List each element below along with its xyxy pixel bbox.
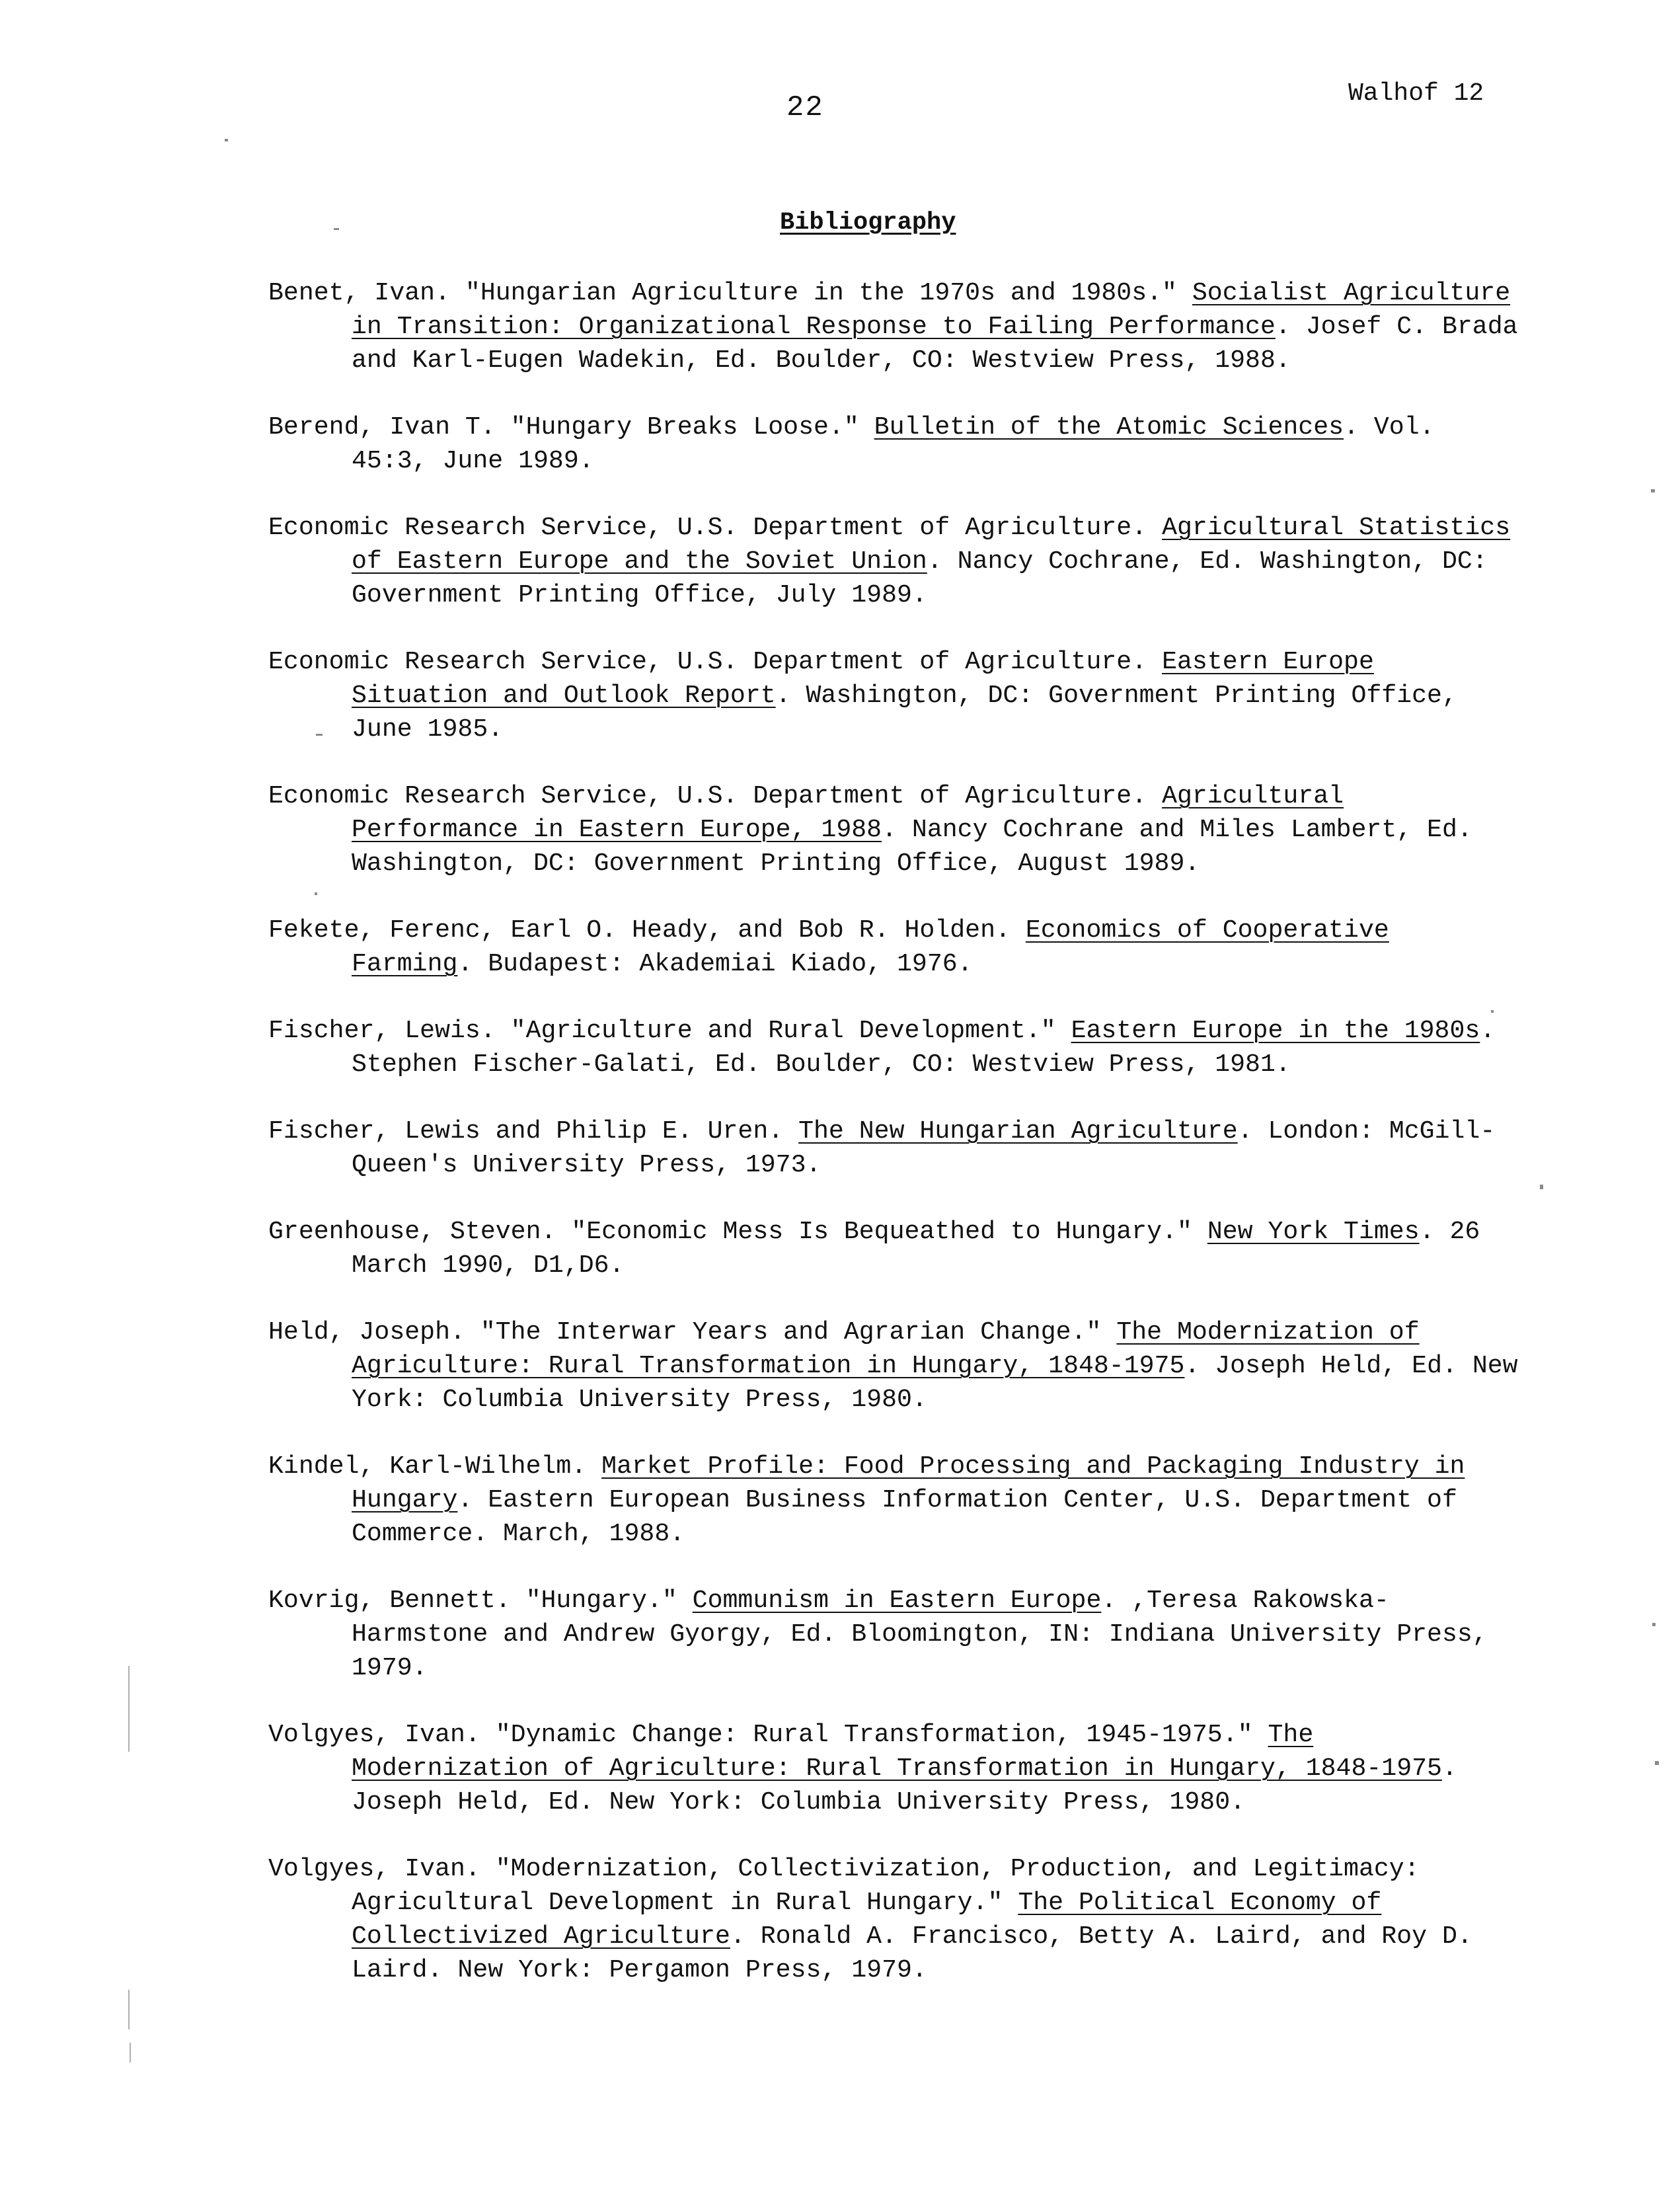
entry-title: Economics of Cooperative Farming [352, 916, 1389, 978]
bibliography-entry [268, 1852, 1524, 1987]
entry-publication: . London: McGill-Queen's University Press, 1973. [352, 1117, 1496, 1179]
entry-author-article: Volgyes, Ivan. "Modernization, Collectivization, Production, and Legitimacy: Agricultural Development in Rural Hungary." [268, 1855, 1420, 1917]
bibliography-entry [268, 1215, 1524, 1282]
entry-title: Socialist Agriculture in Transition: Organizational Response to Failing Performance [352, 279, 1511, 341]
entry-author-article: Fischer, Lewis. "Agriculture and Rural Development." [268, 1017, 1071, 1045]
entry-title: The New Hungarian Agriculture [798, 1117, 1238, 1146]
bibliography-list [268, 276, 1524, 2020]
scan-margin-line [128, 1990, 130, 2029]
entry-title: Eastern Europe in the 1980s [1071, 1017, 1480, 1045]
scan-speck [1491, 1010, 1494, 1013]
entry-author-article: Kovrig, Bennett. "Hungary." [268, 1587, 693, 1615]
entry-publication: . Ronald A. Francisco, Betty A. Laird, and Roy D. Laird. New York: Pergamon Press, 1979. [352, 1922, 1472, 1984]
bibliography-entry [268, 1315, 1524, 1417]
bibliography-entry [268, 1014, 1524, 1081]
entry-title: The Political Economy of Collectivized Agriculture [352, 1889, 1382, 1951]
entry-author-article: Fischer, Lewis and Philip E. Uren. [268, 1117, 799, 1146]
entry-title: Communism in Eastern Europe [692, 1587, 1102, 1615]
bibliography-heading: Bibliography [780, 209, 956, 237]
entry-publication: . Budapest: Akademiai Kiado, 1976. [457, 950, 973, 978]
entry-author-article: Benet, Ivan. "Hungarian Agriculture in the 1970s and 1980s." [268, 279, 1192, 307]
scan-speck [225, 139, 228, 141]
bibliography-entry [268, 411, 1524, 478]
entry-author-article: Fekete, Ferenc, Earl O. Heady, and Bob R. Holden. [268, 916, 1026, 945]
bibliography-entry [268, 914, 1524, 981]
entry-title: New York Times [1207, 1218, 1420, 1246]
entry-title: The Modernization of Agriculture: Rural Transformation in Hungary, 1848-1975 [352, 1318, 1420, 1380]
scan-speck [1655, 1761, 1659, 1765]
entry-publication: . 26 March 1990, D1,D6. [352, 1218, 1480, 1280]
entry-publication: . Washington, DC: Government Printing Office, June 1985. [352, 682, 1457, 744]
entry-title: Bulletin of the Atomic Sciences [874, 413, 1344, 442]
page-number: 22 [786, 91, 824, 124]
entry-title: Eastern Europe Situation and Outlook Report [352, 648, 1374, 710]
bibliography-entry [268, 511, 1524, 612]
bibliography-entry [268, 645, 1524, 746]
scan-margin-line [130, 2043, 131, 2062]
entry-title: Market Profile: Food Processing and Packaging Industry in Hungary [352, 1452, 1465, 1514]
scan-speck [315, 892, 317, 895]
entry-author-article: Volgyes, Ivan. "Dynamic Change: Rural Transformation, 1945-1975." [268, 1721, 1268, 1749]
entry-publication: . Vol. 45:3, June 1989. [352, 413, 1435, 475]
entry-publication: . Joseph Held, Ed. New York: Columbia University Press, 1980. [352, 1754, 1457, 1817]
bibliography-entry [268, 1718, 1524, 1819]
scan-speck [334, 228, 339, 230]
entry-publication: . Josef C. Brada and Karl-Eugen Wadekin, Ed. Boulder, CO: Westview Press, 1988. [352, 313, 1518, 375]
entry-publication: . Nancy Cochrane, Ed. Washington, DC: Government Printing Office, July 1989. [352, 547, 1488, 609]
entry-author-article: Held, Joseph. "The Interwar Years and Agrarian Change." [268, 1318, 1117, 1347]
entry-title: Agricultural Statistics of Eastern Europe and the Soviet Union [352, 514, 1511, 576]
entry-author-article: Economic Research Service, U.S. Department of Agriculture. [268, 782, 1163, 810]
bibliography-entry [268, 1115, 1524, 1182]
entry-author-article: Economic Research Service, U.S. Department of Agriculture. [268, 514, 1163, 542]
scan-margin-line [128, 1666, 130, 1752]
scan-speck [316, 734, 323, 736]
entry-publication: . Stephen Fischer-Galati, Ed. Boulder, CO: Westview Press, 1981. [352, 1017, 1496, 1079]
entry-title: The Modernization of Agriculture: Rural Transformation in Hungary, 1848-1975 [352, 1721, 1442, 1783]
entry-author-article: Kindel, Karl-Wilhelm. [268, 1452, 602, 1481]
entry-author-article: Economic Research Service, U.S. Department of Agriculture. [268, 648, 1163, 676]
bibliography-entry [268, 1584, 1524, 1685]
entry-publication: . Joseph Held, Ed. New York: Columbia University Press, 1980. [352, 1352, 1518, 1414]
running-head: Walhof 12 [1348, 79, 1484, 108]
entry-title: Agricultural Performance in Eastern Europe, 1988 [352, 782, 1344, 844]
scan-speck [1651, 489, 1655, 492]
scan-speck [1652, 1623, 1656, 1626]
bibliography-entry [268, 276, 1524, 377]
bibliography-entry [268, 779, 1524, 881]
scan-speck [1540, 1185, 1543, 1189]
entry-publication: . Nancy Cochrane and Miles Lambert, Ed. Washington, DC: Government Printing Office, August 1989. [352, 816, 1472, 878]
entry-author-article: Greenhouse, Steven. "Economic Mess Is Bequeathed to Hungary." [268, 1218, 1207, 1246]
entry-publication: . ,Teresa Rakowska-Harmstone and Andrew Gyorgy, Ed. Bloomington, IN: Indiana University Press, 1979. [352, 1587, 1488, 1682]
entry-author-article: Berend, Ivan T. "Hungary Breaks Loose." [268, 413, 874, 442]
bibliography-entry [268, 1450, 1524, 1551]
entry-publication: . Eastern European Business Information Center, U.S. Department of Commerce. March, 1988. [352, 1486, 1457, 1548]
